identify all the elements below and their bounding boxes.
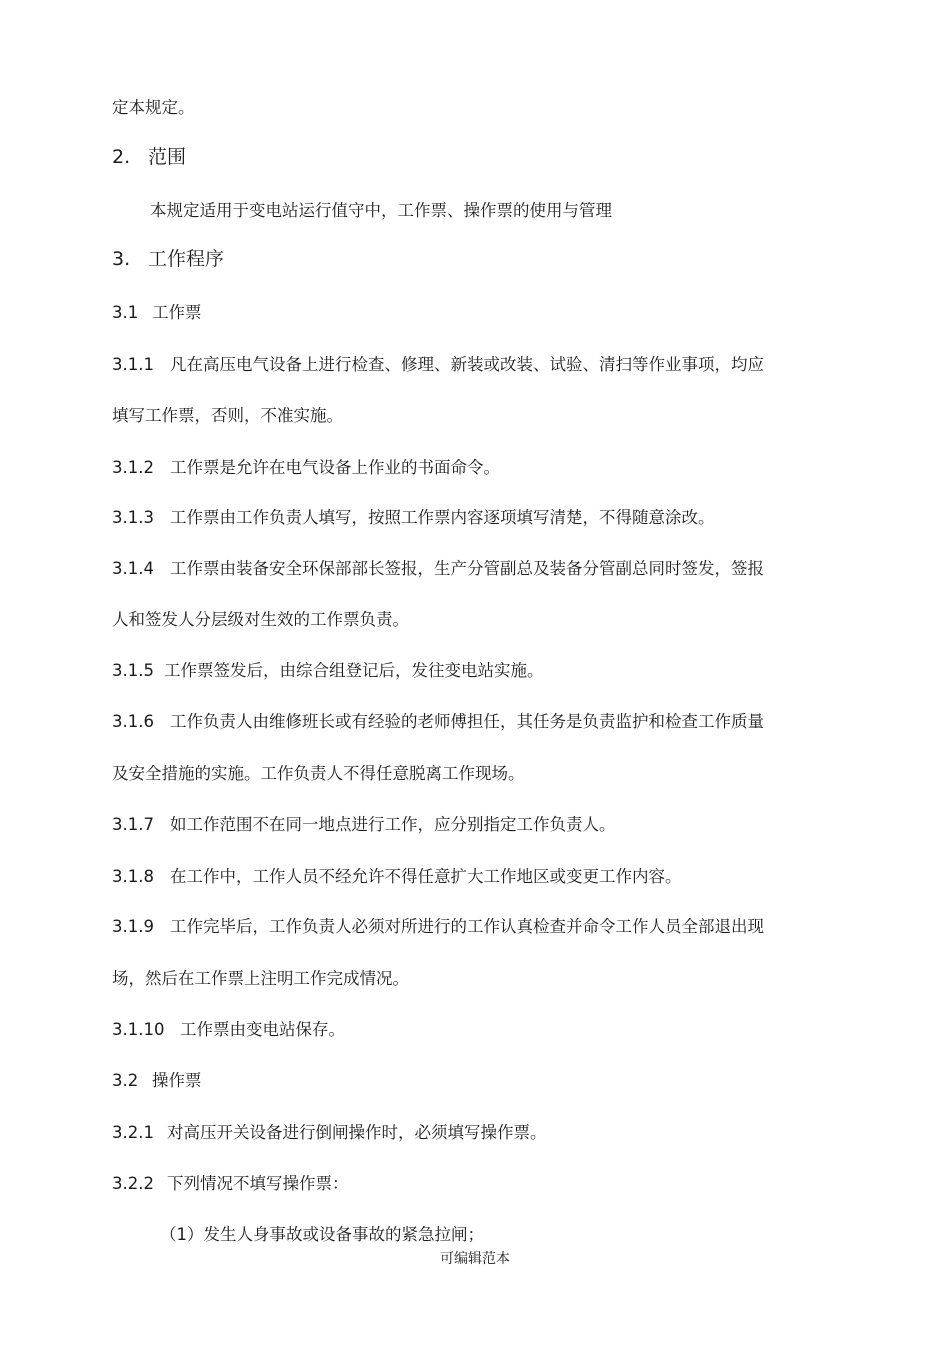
subsection-heading-3-1: [112, 302, 202, 324]
page-footer: 可编辑范本: [440, 1251, 510, 1267]
clause-number: 3.1.9: [112, 917, 154, 936]
line-text: 及安全措施的实施。工作负责人不得任意脱离工作现场。: [112, 764, 525, 783]
paragraph-continuation: [112, 97, 195, 119]
clause-text: 工作票由工作负责人填写，按照工作票内容逐项填写清楚，不得随意涂改。: [170, 508, 715, 527]
clause-number: 3.1.2: [112, 458, 154, 477]
clause-text: 工作完毕后，工作负责人必须对所进行的工作认真检查并命令工作人员全部退出现: [170, 917, 764, 936]
clause-text: 下列情况不填写操作票：: [167, 1174, 349, 1193]
section-number: 3.: [112, 248, 131, 270]
clause-title: 工作票: [152, 303, 202, 322]
clause-text: 在工作中，工作人员不经允许不得任意扩大工作地区或变更工作内容。: [170, 867, 682, 886]
clause-text: 工作票是允许在电气设备上作业的书面命令。: [170, 458, 500, 477]
clause-text: 凡在高压电气设备上进行检查、修理、新装或改装、试验、清扫等作业事项，均应: [170, 355, 764, 374]
clause-3-1-5: [112, 660, 544, 682]
clause-number: 3.1: [112, 303, 139, 322]
section-number: 2.: [112, 146, 131, 168]
clause-3-2-1: [112, 1122, 547, 1144]
clause-number: 3.1.10: [112, 1020, 165, 1039]
clause-number: 3.2.2: [112, 1174, 154, 1193]
list-item-text: 发生人身事故或设备事故的紧急拉闸；: [203, 1225, 484, 1244]
line-text: 本规定适用于变电站运行值守中，工作票、操作票的使用与管理: [150, 201, 612, 220]
list-marker: （1）: [160, 1225, 204, 1244]
section-heading-2: [112, 146, 186, 168]
clause-text: 对高压开关设备进行倒闸操作时，必须填写操作票。: [167, 1123, 547, 1142]
clause-3-1-2: [112, 457, 500, 479]
clause-3-2-2: [112, 1173, 349, 1195]
clause-3-1-3: [112, 507, 715, 529]
section-title: 工作程序: [148, 248, 225, 270]
clause-3-1-1-continuation: [112, 405, 343, 427]
clause-text: 工作票由变电站保存。: [180, 1020, 345, 1039]
scope-paragraph: [150, 200, 612, 222]
section-heading-3: [112, 248, 224, 270]
clause-3-1-6-continuation: [112, 763, 525, 785]
line-text: 场，然后在工作票上注明工作完成情况。: [112, 969, 409, 988]
clause-text: 工作票签发后，由综合组登记后，发往变电站实施。: [164, 661, 544, 680]
line-text: 填写工作票，否则，不准实施。: [112, 406, 343, 425]
clause-number: 3.1.7: [112, 815, 154, 834]
clause-text: 工作票由装备安全环保部部长签报，生产分管副总及装备分管副总同时签发，签报: [170, 559, 764, 578]
clause-3-1-4-continuation: [112, 609, 409, 631]
clause-3-1-7: [112, 814, 616, 836]
subsection-heading-3-2: [112, 1070, 202, 1092]
clause-number: 3.1.4: [112, 559, 154, 578]
clause-3-1-9-continuation: [112, 968, 409, 990]
clause-3-1-6: [112, 711, 764, 733]
clause-number: 3.2.1: [112, 1123, 154, 1142]
clause-3-1-8: [112, 866, 682, 888]
clause-text: 工作负责人由维修班长或有经验的老师傅担任，其任务是负责监护和检查工作质量: [170, 712, 764, 731]
clause-title: 操作票: [152, 1071, 202, 1090]
list-item-1: [160, 1224, 484, 1246]
clause-number: 3.1.6: [112, 712, 154, 731]
clause-number: 3.2: [112, 1071, 139, 1090]
clause-3-1-10: [112, 1019, 345, 1041]
clause-3-1-4: [112, 558, 764, 580]
clause-number: 3.1.3: [112, 508, 154, 527]
section-title: 范围: [148, 146, 187, 168]
clause-3-1-1: [112, 354, 764, 376]
clause-text: 如工作范围不在同一地点进行工作，应分别指定工作负责人。: [170, 815, 616, 834]
clause-number: 3.1.5: [112, 661, 154, 680]
clause-number: 3.1.1: [112, 355, 154, 374]
clause-number: 3.1.8: [112, 867, 154, 886]
line-text: 人和签发人分层级对生效的工作票负责。: [112, 610, 409, 629]
line-text: 定本规定。: [112, 98, 195, 117]
clause-3-1-9: [112, 916, 764, 938]
